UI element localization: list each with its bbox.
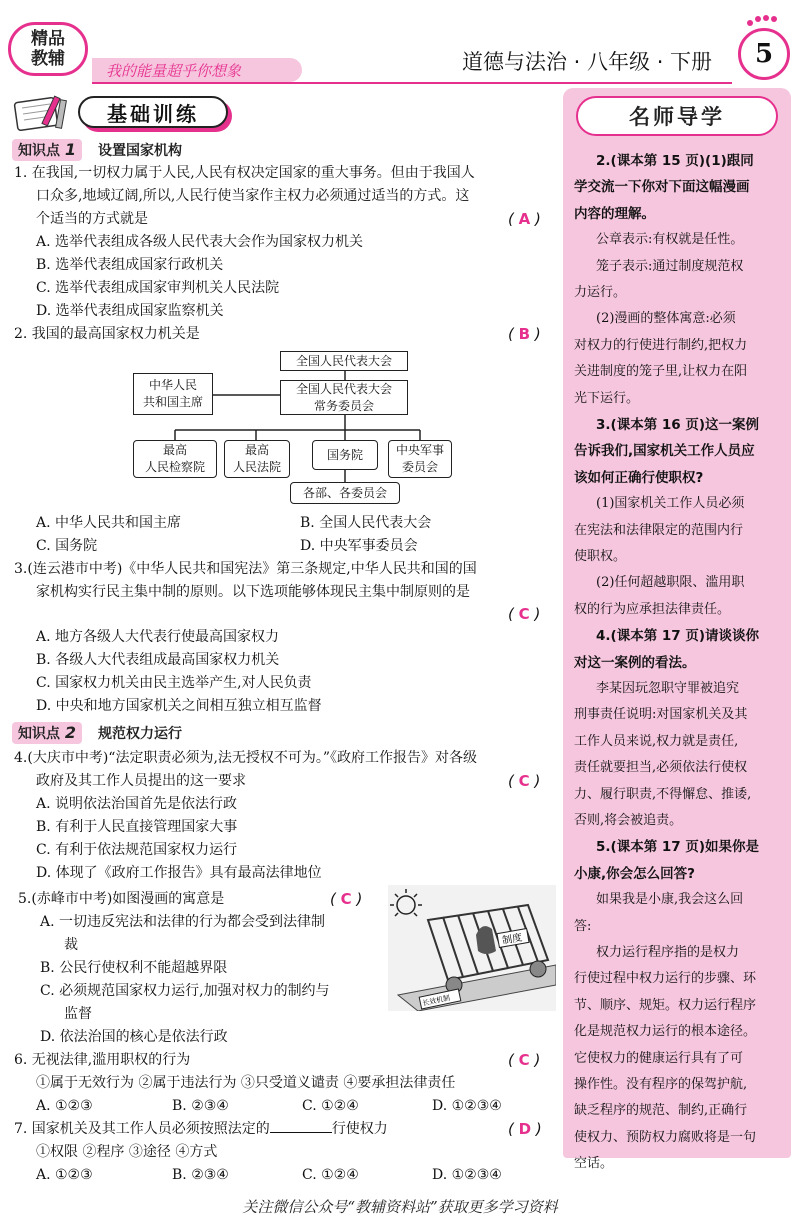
q5-answer: ( C )	[330, 890, 363, 908]
sidebar-line: 使权力、预防权力腐败将是一句	[574, 1129, 757, 1145]
sidebar-line: 4.(课本第 17 页)请谈谈你	[596, 628, 760, 645]
sidebar-line: 空话。	[574, 1156, 614, 1172]
q4-option: B. 有利于人民直接管理国家大事	[36, 819, 238, 835]
sidebar-line: 行使过程中权力运行的步骤、环	[574, 971, 757, 987]
slogan-band	[92, 58, 302, 82]
q2-option: C. 国务院	[36, 538, 98, 554]
q5-option: C. 必须规范国家权力运行,加强对权力的制约与	[40, 983, 330, 999]
q3-option: C. 国家权力机关由民主选举产生,对人民负责	[36, 675, 312, 691]
subject-title: 道德与法治 · 八年级 · 下册	[462, 50, 713, 74]
sidebar-line: 笼子表示:通过制度规范权	[596, 258, 744, 274]
q5-option: D. 依法治国的核心是依法行政	[40, 1029, 228, 1045]
sidebar-line: (2)任何超越职限、滥用职	[596, 575, 745, 591]
q2-option: D. 中央军事委员会	[300, 538, 418, 554]
q6-answer: ( C )	[508, 1051, 541, 1069]
sidebar-line: 2.(课本第 15 页)(1)跟同	[596, 153, 754, 169]
sidebar-line: 小康,你会怎么回答?	[574, 865, 695, 882]
sidebar-line: 它使权力的健康运行具有了可	[574, 1050, 744, 1066]
q3-answer: ( C )	[508, 605, 541, 623]
notebook-pen-icon	[12, 90, 72, 134]
q3-stem-line: 3.(连云港市中考)《中华人民共和国宪法》第三条规定,中华人民共和国的国	[14, 561, 477, 577]
diagram-state-council: 国务院	[312, 440, 378, 470]
knowledge-point-title: 设置国家机构	[98, 143, 183, 159]
sidebar-line: 否则,将会被追责。	[574, 813, 683, 828]
q1-option: D. 选举代表组成国家监察机关	[36, 303, 224, 319]
q2-stem: 2. 我国的最高国家权力机关是	[14, 326, 200, 342]
sidebar-line: 化是规范权力运行的根本途径。	[574, 1024, 757, 1040]
sidebar-line: 对这一案例的看法。	[574, 654, 696, 671]
cage-cart-comic-image	[388, 885, 556, 1011]
sidebar-line: 力、履行职责,不得懈怠、推诿,	[574, 786, 752, 802]
q1-answer: ( A )	[508, 210, 541, 228]
knowledge-point-1	[12, 139, 182, 161]
q7-stem: 7. 国家机关及其工作人员必须按照法定的 行使权力	[14, 1121, 388, 1137]
q6-option: D. ①②③④	[432, 1098, 502, 1114]
q3-stem-line: 家机构实行民主集中制的原则。以下选项能够体现民主集中制原则的是	[36, 584, 470, 600]
q7-answer: ( D )	[508, 1120, 542, 1138]
sidebar-line: 5.(课本第 17 页)如果你是	[596, 839, 760, 856]
sidebar-line: 如果我是小康,我会这么回	[596, 892, 744, 908]
q2-option: A. 中华人民共和国主席	[36, 515, 182, 531]
q2-answer: ( B )	[508, 325, 541, 343]
q3-option: B. 各级人大代表组成最高国家权力机关	[36, 652, 280, 668]
q6-option: B. ②③④	[172, 1098, 229, 1114]
q1-stem-line: 口众多,地域辽阔,所以,人民行使当家作主权力必须通过适当的方式。这	[36, 188, 470, 204]
q6-option: C. ①②④	[302, 1098, 359, 1114]
sidebar-line: 该如何正确行使职权?	[574, 469, 704, 486]
sidebar-line: 力运行。	[574, 285, 627, 300]
q1-stem-line: 1. 在我国,一切权力属于人民,人民有权决定国家的重大事务。但由于我国人	[14, 165, 475, 181]
sidebar-line: 答:	[574, 918, 592, 934]
knowledge-point-2	[12, 722, 182, 744]
diagram-npc-standing-committee: 全国人民代表大会 常务委员会	[280, 380, 408, 415]
sidebar-title: 名师导学	[576, 96, 778, 136]
diagram-procuratorate: 最高 人民检察院	[133, 440, 217, 478]
page-number: 5	[738, 28, 790, 80]
diagram-military-commission: 中央军事 委员会	[388, 440, 452, 478]
sidebar-line: 关进制度的笼子里,让权力在阳	[574, 364, 748, 380]
diagram-npc: 全国人民代表大会	[280, 351, 408, 371]
q1-option: A. 选举代表组成各级人民代表大会作为国家权力机关	[36, 234, 364, 250]
footer-note: 关注微信公众号“教辅资料站”获取更多学习资料	[242, 1198, 558, 1216]
diagram-ministries: 各部、各委员会	[290, 482, 400, 504]
section-title: 基础训练	[78, 96, 228, 128]
sidebar-line: 责任就要担当,必须依法行使权	[574, 760, 748, 776]
diagram-president: 中华人民 共和国主席	[133, 373, 213, 415]
knowledge-point-title: 规范权力运行	[98, 726, 183, 742]
sidebar-line: 告诉我们,国家机关工作人员应	[574, 443, 755, 460]
q6-option: A. ①②③	[36, 1098, 93, 1114]
header-rule	[92, 82, 732, 84]
sidebar-line: 李某因玩忽职守罪被追究	[596, 681, 740, 696]
sidebar-line: 权的行为应承担法律责任。	[574, 601, 731, 617]
q7-blank	[270, 1119, 332, 1133]
q6-stem: 6. 无视法律,滥用职权的行为	[14, 1052, 191, 1068]
sidebar-line: 缺乏程序的规范、制约,正确行	[574, 1103, 748, 1119]
q1-stem-line: 个适当的方式就是	[36, 211, 148, 227]
svg-text:长效机制: 长效机制	[421, 993, 451, 1008]
q7-option: A. ①②③	[36, 1167, 93, 1183]
sidebar-line: 光下运行。	[574, 390, 640, 406]
q1-option: C. 选举代表组成国家审判机关人民法院	[36, 280, 280, 296]
sidebar-line: 学交流一下你对下面这幅漫画	[574, 179, 750, 196]
slogan-text: 我的能量超乎你想象	[106, 61, 242, 80]
q5-option: B. 公民行使权利不能超越界限	[40, 960, 228, 976]
q5-option: A. 一切违反宪法和法律的行为都会受到法律制	[40, 914, 326, 930]
q3-option: A. 地方各级人大代表行使最高国家权力	[36, 629, 280, 645]
sidebar-line: 刑事责任说明:对国家机关及其	[574, 707, 748, 723]
q2-option: B. 全国人民代表大会	[300, 515, 432, 531]
q4-stem-line: 政府及其工作人员提出的这一要求	[36, 773, 246, 789]
sidebar-line: 对权力的行使进行制约,把权力	[574, 337, 748, 353]
q4-answer: ( C )	[508, 772, 541, 790]
q1-option: B. 选举代表组成国家行政机关	[36, 257, 224, 273]
knowledge-point-tag: 知识点 1	[12, 139, 82, 161]
q7-items: ①权限 ②程序 ③途径 ④方式	[36, 1144, 218, 1160]
sidebar-line: 使职权。	[574, 549, 627, 564]
svg-text:制度: 制度	[501, 932, 524, 947]
q7-option: D. ①②③④	[432, 1167, 502, 1183]
q3-option: D. 中央和地方国家机关之间相互独立相互监督	[36, 698, 322, 714]
brand-badge	[8, 22, 88, 76]
sidebar-line: 公章表示:有权就是任性。	[596, 232, 744, 248]
q5-option: 裁	[64, 937, 78, 953]
q4-option: C. 有利于依法规范国家权力运行	[36, 842, 238, 858]
q5-stem: 5.(赤峰市中考)如图漫画的寓意是	[18, 891, 225, 907]
brand-badge-line2: 教辅	[31, 49, 65, 69]
q7-option: C. ①②④	[302, 1167, 359, 1183]
sidebar-line: 在宪法和法律限定的范围内行	[574, 522, 744, 538]
sidebar-line: 操作性。没有程序的保驾护航,	[574, 1077, 748, 1092]
sidebar-line: 工作人员来说,权力就是责任,	[574, 733, 739, 749]
knowledge-point-tag: 知识点 2	[12, 722, 82, 744]
sidebar-line: 内容的理解。	[574, 205, 655, 222]
sidebar-line: 权力运行程序指的是权力	[596, 945, 740, 960]
q4-option: D. 体现了《政府工作报告》具有最高法律地位	[36, 865, 322, 881]
sidebar-line: (2)漫画的整体寓意:必须	[596, 311, 736, 327]
q6-items: ①属于无效行为 ②属于违法行为 ③只受道义谴责 ④要承担法律责任	[36, 1075, 456, 1091]
q7-option: B. ②③④	[172, 1167, 229, 1183]
sidebar-line: 3.(课本第 16 页)这一案例	[596, 417, 760, 433]
q4-option: A. 说明依法治国首先是依法行政	[36, 796, 238, 812]
sidebar-line: 节、顺序、规矩。权力运行程序	[574, 997, 757, 1013]
diagram-supreme-court: 最高 人民法院	[224, 440, 290, 478]
decorative-dots-icon	[742, 14, 786, 28]
q4-stem-line: 4.(大庆市中考)“法定职责必须为,法无授权不可为。”《政府工作报告》对各级	[14, 750, 478, 766]
sidebar-line: (1)国家机关工作人员必须	[596, 496, 745, 512]
q5-option: 监督	[64, 1006, 92, 1022]
brand-badge-line1: 精品	[31, 29, 65, 49]
